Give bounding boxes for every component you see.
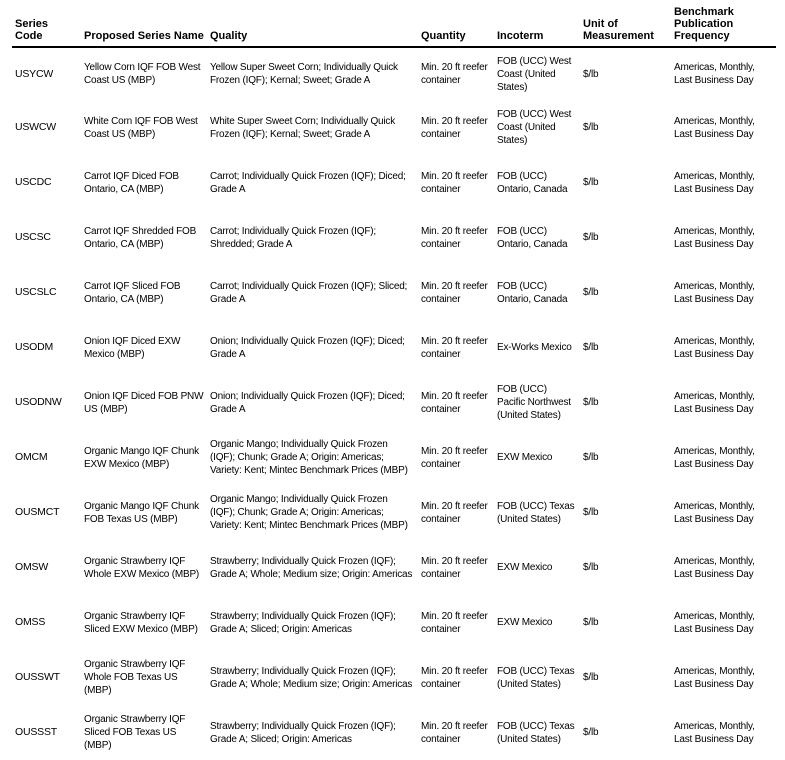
table-row: [12, 650, 776, 705]
frequency-cell: Americas, Monthly, Last Business Day: [674, 335, 755, 360]
series-code-cell: USODM: [15, 341, 54, 353]
unit-cell: $/lb: [583, 617, 599, 628]
quantity-cell: Min. 20 ft reefer container: [421, 225, 488, 250]
frequency-cell: Americas, Monthly, Last Business Day: [674, 555, 755, 580]
series-name-cell: Carrot IQF Shredded FOB Ontario, CA (MBP): [84, 225, 197, 250]
quality-cell: Onion; Individually Quick Frozen (IQF); Diced; Grade A: [210, 335, 405, 360]
unit-cell: $/lb: [583, 342, 599, 353]
series-name-cell: Organic Mango IQF Chunk FOB Texas US (MBP): [84, 500, 199, 525]
table-row: [12, 155, 776, 210]
series-code-cell: OUSSWT: [15, 671, 60, 683]
table-row: [12, 705, 776, 760]
quantity-cell: Min. 20 ft reefer container: [421, 610, 488, 635]
quantity-cell: Min. 20 ft reefer container: [421, 62, 488, 86]
quantity-cell: Min. 20 ft reefer container: [421, 115, 488, 140]
header-quality: Quality: [207, 6, 418, 47]
series-table: [12, 6, 776, 760]
series-code-cell: OMSS: [15, 616, 46, 628]
incoterm-cell: FOB (UCC) West Coast (United States): [497, 109, 572, 146]
frequency-cell: Americas, Monthly, Last Business Day: [674, 390, 755, 415]
incoterm-cell: FOB (UCC) Ontario, Canada: [497, 170, 568, 195]
table-row: [12, 375, 776, 430]
table-body: [12, 47, 776, 760]
incoterm-cell: FOB (UCC) Texas (United States): [497, 500, 575, 525]
quality-cell: Organic Mango; Individually Quick Frozen (IQF); Chunk; Grade A; Origin: Americas; Variety: Kent; Mintec Benchmark Prices (MBP): [210, 494, 408, 531]
series-code-cell: OMCM: [15, 451, 48, 463]
incoterm-cell: FOB (UCC) West Coast (United States): [497, 55, 572, 93]
quality-cell: Carrot; Individually Quick Frozen (IQF); Sliced; Grade A: [210, 280, 408, 305]
incoterm-cell: EXW Mexico: [497, 617, 553, 628]
series-code-cell: OMSW: [15, 561, 49, 573]
series-name-cell: Yellow Corn IQF FOB West Coast US (MBP): [84, 62, 201, 86]
unit-cell: $/lb: [583, 177, 599, 188]
header-unit-of-measurement: Unit of Measurement: [580, 6, 671, 47]
quality-cell: Strawberry; Individually Quick Frozen (IQF); Grade A; Sliced; Origin: Americas: [210, 610, 396, 635]
header-incoterm: Incoterm: [494, 6, 580, 47]
series-code-cell: USODNW: [15, 396, 62, 408]
table-row: [12, 210, 776, 265]
unit-cell: $/lb: [583, 397, 599, 408]
unit-cell: $/lb: [583, 672, 599, 683]
header-proposed-series-name: Proposed Series Name: [81, 6, 207, 47]
series-name-cell: Onion IQF Diced EXW Mexico (MBP): [84, 335, 181, 360]
unit-cell: $/lb: [583, 727, 599, 738]
series-code-cell: USCSLC: [15, 286, 57, 298]
series-code-cell: USCDC: [15, 176, 52, 188]
frequency-cell: Americas, Monthly, Last Business Day: [674, 115, 755, 140]
incoterm-cell: FOB (UCC) Pacific Northwest (United States): [497, 384, 571, 421]
unit-cell: $/lb: [583, 287, 599, 298]
unit-cell: $/lb: [583, 452, 599, 463]
quality-cell: Yellow Super Sweet Corn; Individually Quick Frozen (IQF); Kernal; Sweet; Grade A: [210, 62, 398, 86]
quantity-cell: Min. 20 ft reefer container: [421, 170, 488, 195]
quality-cell: Strawberry; Individually Quick Frozen (IQF); Grade A; Sliced; Origin: Americas: [210, 720, 396, 745]
frequency-cell: Americas, Monthly, Last Business Day: [674, 665, 755, 690]
table-row: [12, 320, 776, 375]
quantity-cell: Min. 20 ft reefer container: [421, 335, 488, 360]
series-name-cell: Organic Strawberry IQF Sliced EXW Mexico (MBP): [84, 610, 198, 635]
incoterm-cell: FOB (UCC) Ontario, Canada: [497, 280, 568, 305]
series-name-cell: Onion IQF Diced FOB PNW US (MBP): [84, 390, 204, 415]
quality-cell: Strawberry; Individually Quick Frozen (IQF); Grade A; Whole; Medium size; Origin: Americas: [210, 555, 413, 580]
unit-cell: $/lb: [583, 562, 599, 573]
quality-cell: Onion; Individually Quick Frozen (IQF); Diced; Grade A: [210, 390, 405, 415]
table-row: [12, 47, 776, 100]
series-name-cell: Organic Mango IQF Chunk EXW Mexico (MBP): [84, 445, 199, 470]
quality-cell: Strawberry; Individually Quick Frozen (IQF); Grade A; Whole; Medium size; Origin: Americas: [210, 665, 413, 690]
frequency-cell: Americas, Monthly, Last Business Day: [674, 62, 755, 86]
header-benchmark-frequency: Benchmark Publication Frequency: [671, 6, 776, 47]
series-code-cell: USYCW: [15, 67, 54, 80]
frequency-cell: Americas, Monthly, Last Business Day: [674, 225, 755, 250]
quality-cell: Carrot; Individually Quick Frozen (IQF); Shredded; Grade A: [210, 225, 376, 250]
quantity-cell: Min. 20 ft reefer container: [421, 280, 488, 305]
series-code-cell: OUSMCT: [15, 506, 60, 518]
header-series-code: Series Code: [12, 6, 81, 47]
quantity-cell: Min. 20 ft reefer container: [421, 500, 488, 525]
frequency-cell: Americas, Monthly, Last Business Day: [674, 720, 755, 745]
quality-cell: Carrot; Individually Quick Frozen (IQF); Diced; Grade A: [210, 170, 406, 195]
series-name-cell: Carrot IQF Sliced FOB Ontario, CA (MBP): [84, 280, 181, 305]
incoterm-cell: EXW Mexico: [497, 452, 553, 463]
quality-cell: Organic Mango; Individually Quick Frozen (IQF); Chunk; Grade A; Origin: Americas; Variety: Kent; Mintec Benchmark Prices (MBP): [210, 439, 408, 476]
quantity-cell: Min. 20 ft reefer container: [421, 390, 488, 415]
table-row: [12, 100, 776, 155]
series-name-cell: White Corn IQF FOB West Coast US (MBP): [84, 115, 198, 140]
quality-cell: White Super Sweet Corn; Individually Quick Frozen (IQF); Kernal; Sweet; Grade A: [210, 115, 396, 140]
unit-cell: $/lb: [583, 232, 599, 243]
series-name-cell: Organic Strawberry IQF Sliced FOB Texas US (MBP): [84, 714, 186, 751]
quantity-cell: Min. 20 ft reefer container: [421, 720, 488, 745]
incoterm-cell: FOB (UCC) Ontario, Canada: [497, 225, 568, 250]
frequency-cell: Americas, Monthly, Last Business Day: [674, 610, 755, 635]
incoterm-cell: FOB (UCC) Texas (United States): [497, 720, 575, 745]
quantity-cell: Min. 20 ft reefer container: [421, 665, 488, 690]
frequency-cell: Americas, Monthly, Last Business Day: [674, 170, 755, 195]
incoterm-cell: EXW Mexico: [497, 562, 553, 573]
quantity-cell: Min. 20 ft reefer container: [421, 445, 488, 470]
incoterm-cell: Ex-Works Mexico: [497, 342, 572, 353]
series-name-cell: Organic Strawberry IQF Whole EXW Mexico (MBP): [84, 555, 200, 580]
quantity-cell: Min. 20 ft reefer container: [421, 555, 488, 580]
series-code-cell: OUSSST: [15, 726, 57, 738]
series-code-cell: USCSC: [15, 231, 51, 243]
table-row: [12, 265, 776, 320]
series-name-cell: Carrot IQF Diced FOB Ontario, CA (MBP): [84, 170, 179, 195]
frequency-cell: Americas, Monthly, Last Business Day: [674, 280, 755, 305]
table-row: [12, 485, 776, 540]
header-quantity: Quantity: [418, 6, 494, 47]
unit-cell: $/lb: [583, 507, 599, 518]
frequency-cell: Americas, Monthly, Last Business Day: [674, 445, 755, 470]
frequency-cell: Americas, Monthly, Last Business Day: [674, 500, 755, 525]
incoterm-cell: FOB (UCC) Texas (United States): [497, 665, 575, 690]
series-name-cell: Organic Strawberry IQF Whole FOB Texas US (MBP): [84, 659, 186, 696]
table-row: [12, 430, 776, 485]
table-row: [12, 595, 776, 650]
unit-cell: $/lb: [583, 68, 599, 80]
unit-cell: $/lb: [583, 122, 599, 133]
series-code-cell: USWCW: [15, 121, 56, 133]
header-row: [12, 6, 776, 47]
table-row: [12, 540, 776, 595]
